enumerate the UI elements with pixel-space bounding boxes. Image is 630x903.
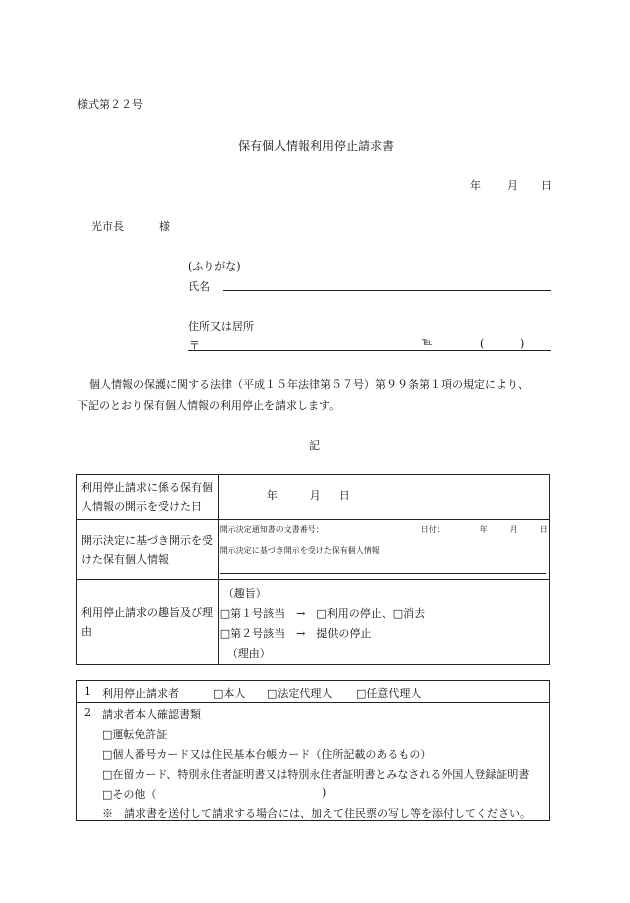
doc-date-label: 日付： xyxy=(420,525,445,534)
option-voluntary-agent[interactable]: □任意代理人 xyxy=(356,687,422,700)
option-self[interactable]: □本人 xyxy=(213,687,246,700)
page-title: 保有個人情報利用停止請求書 xyxy=(238,139,395,153)
tel-paren-close: ) xyxy=(520,337,525,350)
purpose-label: （趣旨） xyxy=(222,587,267,600)
disclosed-info-label: 開示決定に基づき開示を受 けた保有個人情報 xyxy=(77,520,219,580)
reason-label: （理由） xyxy=(226,647,271,660)
disclosed-info-line xyxy=(220,573,546,574)
form-number: 様式第２２号 xyxy=(77,98,143,111)
tel-mark: ℡ xyxy=(422,337,433,348)
box-divider xyxy=(77,702,549,703)
doc-other-close: ) xyxy=(322,786,327,799)
doc-number-label: 開示決定通知書の文書番号： xyxy=(219,525,324,534)
doc-residence-card[interactable]: □在留カード、特別永住者証明書又は特別永住者証明書とみなされる外国人登録証明書 xyxy=(102,768,530,781)
address-label: 住所又は居所 xyxy=(188,320,254,333)
item1-number: 1 xyxy=(84,685,91,698)
doc-other[interactable]: □その他（ xyxy=(102,788,157,801)
body-text-line1: 個人情報の保護に関する法律（平成１５年法律第５７号）第９９条第１項の規定により、 xyxy=(89,378,529,391)
disclosed-info-field[interactable]: 開示決定通知書の文書番号： 日付： 年 月 日 開示決定に基づき開示を受けた保有個人情報 xyxy=(218,520,549,580)
doc-drivers-license[interactable]: □運転免許証 xyxy=(102,728,168,741)
request-detail-table xyxy=(76,474,550,665)
requester-info-box xyxy=(76,680,550,821)
name-label: 氏名 xyxy=(188,280,210,293)
table-row-disclosure-date xyxy=(77,475,550,520)
item1-label: 利用停止請求者 xyxy=(102,687,179,700)
date-day-label: 日 xyxy=(541,179,552,192)
option-clause-2[interactable]: □第２号該当 → 提供の停止 xyxy=(219,627,372,640)
date-month-label: 月 xyxy=(507,179,518,192)
table-row-purpose-reason xyxy=(77,580,550,665)
option-clause-1[interactable]: □第１号該当 → □利用の停止、□消去 xyxy=(219,607,426,620)
postal-mark: 〒 xyxy=(189,339,200,352)
date-year-label: 年 xyxy=(470,179,481,192)
addressee-honorific: 様 xyxy=(159,220,170,233)
doc-my-number-card[interactable]: □個人番号カード又は住民基本台帳カード（住所記載のあるもの） xyxy=(102,748,432,761)
ki-heading: 記 xyxy=(309,439,320,452)
disclosure-date-field[interactable]: 年 月 日 xyxy=(218,475,549,520)
item2-label: 請求者本人確認書類 xyxy=(102,708,201,721)
table-row-disclosed-info xyxy=(77,520,550,580)
item2-number: 2 xyxy=(84,706,91,719)
addressee-name: 光市長 xyxy=(91,220,124,233)
purpose-reason-label: 利用停止請求の趣旨及び理 由 xyxy=(77,580,219,665)
disclosure-date-label: 利用停止請求に係る保有個 人情報の開示を受けた日 xyxy=(77,475,219,520)
purpose-reason-field[interactable] xyxy=(218,580,549,665)
note-text: ※ 請求書を送付して請求する場合には、加えて住民票の写し等を添付してください。 xyxy=(102,807,531,820)
disclosed-info-sublabel: 開示決定に基づき開示を受けた保有個人情報 xyxy=(219,546,380,555)
name-field-line[interactable] xyxy=(223,290,551,291)
body-text-line2: 下記のとおり保有個人情報の利用停止を請求します。 xyxy=(77,399,341,412)
address-field-line[interactable] xyxy=(188,350,551,351)
tel-paren-open: ( xyxy=(480,337,485,350)
option-legal-agent[interactable]: □法定代理人 xyxy=(267,687,333,700)
furigana-label: (ふりがな) xyxy=(188,260,241,273)
